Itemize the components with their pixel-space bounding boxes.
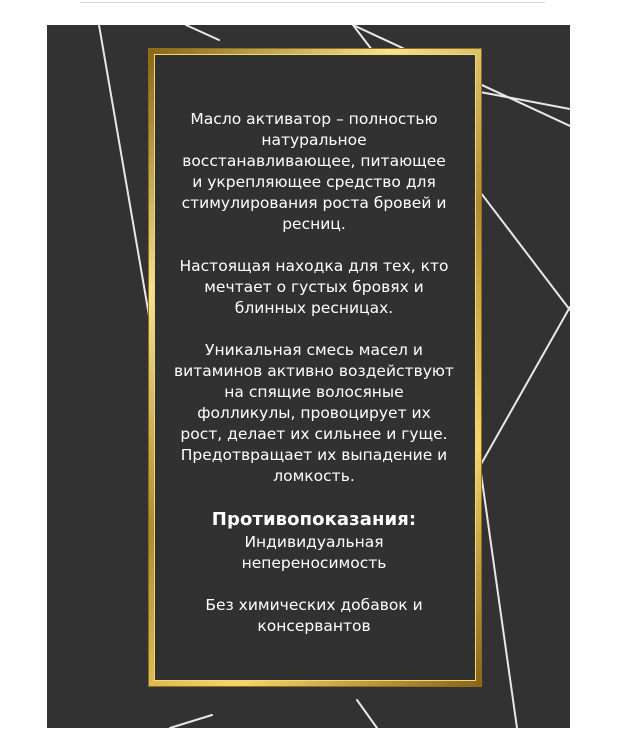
description-text xyxy=(166,109,462,658)
contraindications-heading: Противопоказания: xyxy=(211,509,417,530)
description-paragraph-find: Настоящая находка для тех, кто мечтает о густых бровях и блинных ресницах. xyxy=(179,257,449,317)
contraindications-text: Индивидуальная непереносимость xyxy=(241,533,387,572)
top-divider-line xyxy=(80,2,545,3)
no-additives-note: Без химических добавок и консервантов xyxy=(205,596,423,635)
gold-frame xyxy=(149,49,481,686)
product-description-card xyxy=(47,25,570,728)
description-paragraph-blend: Уникальная смесь масел и витаминов активно воздействуют на спящие волосяные фолликулы, провоцирует их рост, делает их сильнее и гуще. Предотвращает их выпадение и ломкость. xyxy=(174,341,454,485)
description-paragraph-intro: Масло активатор – полностью натуральное восстанавливающее, питающее и укрепляющее средство для стимулирования роста бровей и ресниц. xyxy=(181,110,447,233)
